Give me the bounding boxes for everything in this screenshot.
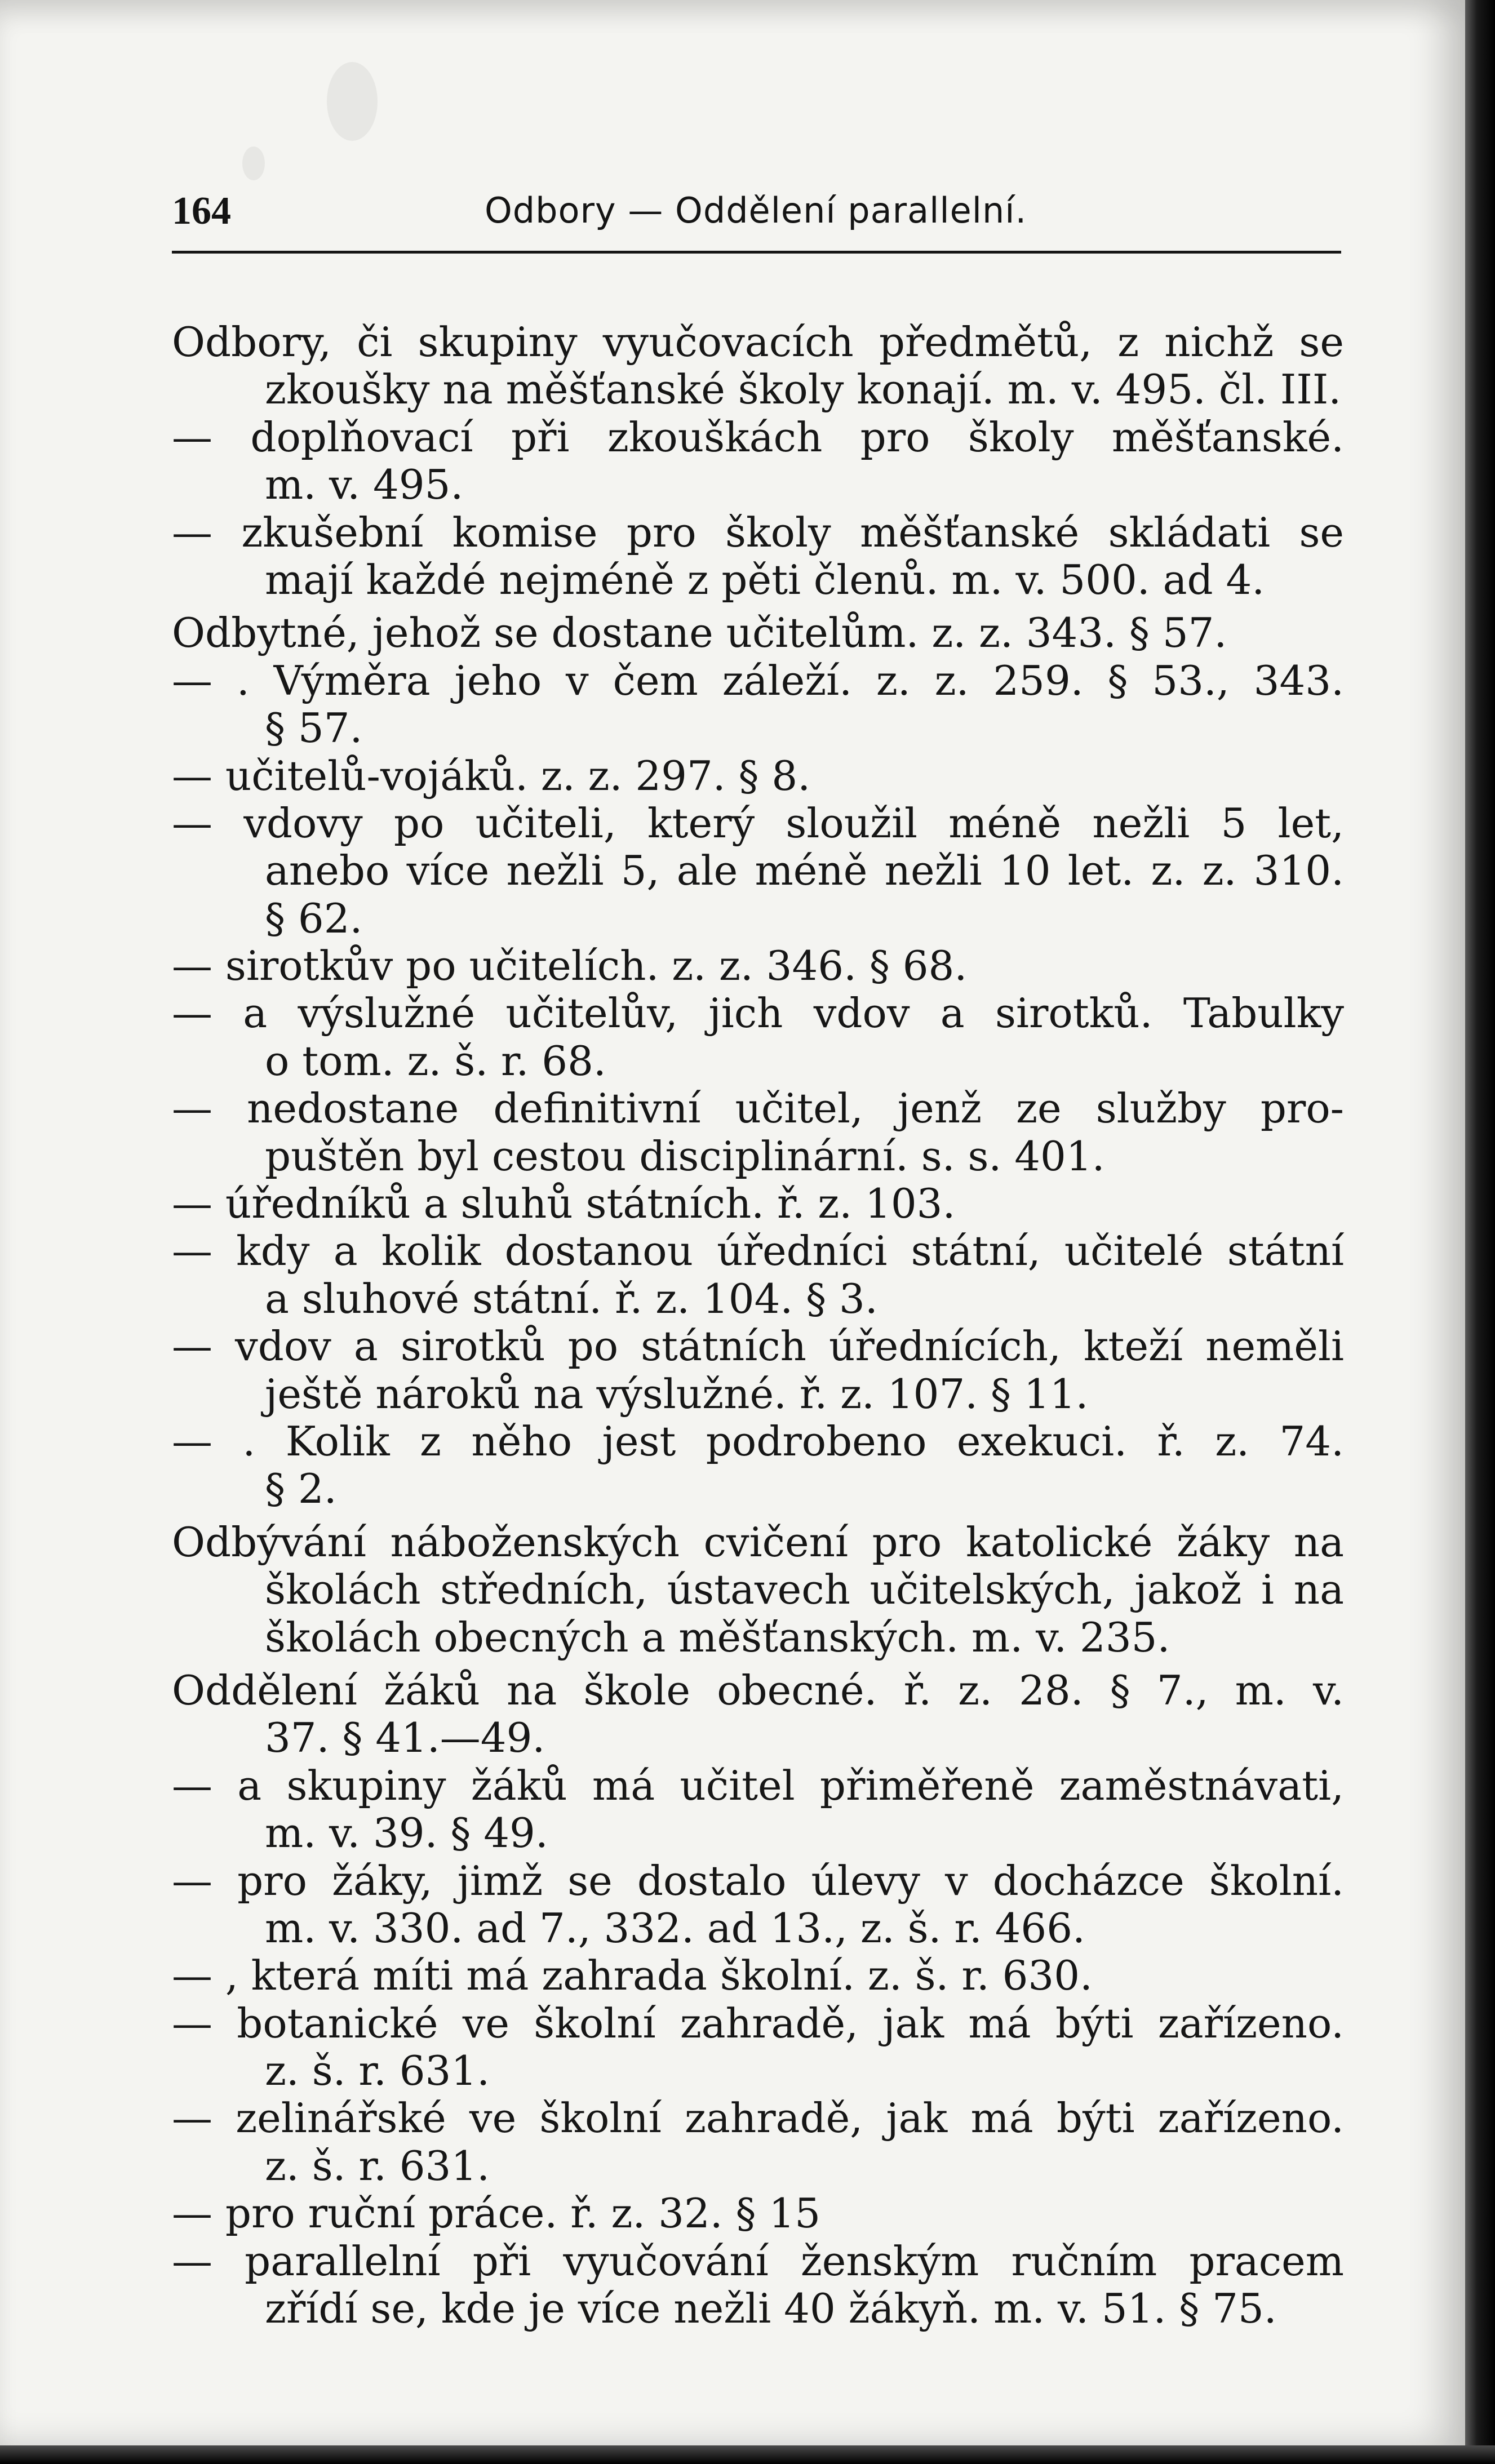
running-title: Odbory — Oddělení parallelní. [485,190,1027,231]
entry-continuation-line: 37. § 41.—49. [265,1714,545,1762]
paper-stain [242,146,265,180]
entry-first-line: — vdovy po učiteli, který sloužil méně nežli 5 let, [172,799,1344,847]
entry-continuation-line: m. v. 39. § 49. [265,1809,548,1857]
entry-first-line: — . Výměra jeho v čem záleží. z. z. 259. § 53., 343. [172,656,1344,704]
index-entry [172,2190,1344,2237]
entry-first-line: Odbory, či skupiny vyučovacích předmětů, z nichž se [172,318,1344,366]
entry-first-line: — úředníků a sluhů státních. ř. z. 103. [172,1180,956,1228]
index-entry [172,1085,1344,1180]
index-entry [172,1952,1344,1999]
page-number: 164 [172,189,231,233]
entry-continuation-line: puštěn byl cestou disciplinární. s. s. 401. [265,1132,1105,1180]
index-entry [172,1857,1344,1952]
entry-continuation-line: m. v. 330. ad 7., 332. ad 13., z. š. r. 466. [265,1904,1085,1952]
page-header [172,189,1344,251]
entry-first-line: Odbytné, jehož se dostane učitelům. z. z. 343. § 57. [172,609,1227,657]
index-entry [172,989,1344,1085]
index-entry [172,2237,1344,2333]
index-entry [172,1519,1344,1661]
entry-continuation-line: a sluhové státní. ř. z. 104. § 3. [265,1275,878,1322]
entry-first-line: — a skupiny žáků má učitel přiměřeně zaměstnávati, [172,1761,1344,1809]
entry-continuation-line: mají každé nejméně z pěti členů. m. v. 500. ad 4. [265,556,1265,603]
index-entry [172,1180,1344,1227]
paper-stain [327,62,378,141]
entry-first-line: — zkušební komise pro školy měšťanské skládati se [172,508,1344,556]
index-entry [172,657,1344,752]
entry-first-line: — zelinářské ve školní zahradě, jak má býti zařízeno. [172,2094,1344,2142]
page-edge-shadow-bottom [0,2445,1495,2464]
entry-continuation-line: z. š. r. 631. [265,2047,490,2095]
entry-continuation-line: § 62. [265,894,363,942]
entry-first-line: — nedostane definitivní učitel, jenž ze služby pro- [172,1085,1344,1133]
entry-first-line: — a výslužné učitelův, jich vdov a sirotků. Tabulky [172,989,1344,1037]
entry-continuation-line: zřídí se, kde je více nežli 40 žákyň. m. v. 51. § 75. [265,2285,1277,2333]
index-entries [172,318,1344,2332]
entry-continuation-line: ještě nároků na výslužné. ř. z. 107. § 11. [265,1370,1089,1418]
index-entry [172,2000,1344,2095]
index-entry [172,800,1344,942]
entry-continuation-line: m. v. 495. [265,461,464,509]
index-entry [172,2094,1344,2190]
entry-first-line: — botanické ve školní zahradě, jak má býti zařízeno. [172,1999,1344,2047]
entry-first-line: — , která míti má zahrada školní. z. š. r. 630. [172,1952,1093,2000]
entry-first-line: — kdy a kolik dostanou úředníci státní, učitelé státní [172,1227,1344,1275]
entry-continuation-line: o tom. z. š. r. 68. [265,1037,606,1085]
entry-continuation-line: školách obecných a měšťanských. m. v. 235. [265,1613,1170,1661]
index-entry [172,414,1344,509]
entry-continuation-line: z. š. r. 631. [265,2142,490,2190]
entry-first-line: — pro ruční práce. ř. z. 32. § 15 [172,2190,821,2237]
entry-continuation-line: § 2. [265,1465,337,1513]
index-entry [172,942,1344,989]
index-entry [172,1762,1344,1857]
entry-first-line: — sirotkův po učitelích. z. z. 346. § 68. [172,942,968,990]
index-entry [172,1227,1344,1322]
index-entry [172,318,1344,414]
entry-first-line: Odbývání náboženských cvičení pro katolické žáky na [172,1518,1344,1566]
entry-first-line: — vdov a sirotků po státních úřednících, kteží neměli [172,1322,1344,1370]
entry-first-line: — doplňovací při zkouškách pro školy měšťanské. [172,413,1344,461]
header-rule [172,251,1341,254]
entry-first-line: — parallelní při vyučování ženským ručním pracem [172,2237,1344,2285]
index-entry [172,609,1344,656]
page-edge-shadow [1465,0,1495,2464]
index-entry [172,1418,1344,1513]
index-entry [172,1322,1344,1418]
index-entry [172,1667,1344,1762]
entry-first-line: — učitelů-vojáků. z. z. 297. § 8. [172,752,811,800]
entry-continuation-line: školách středních, ústavech učitelských, jakož i na [265,1566,1344,1614]
entry-first-line: — . Kolik z něho jest podrobeno exekuci. ř. z. 74. [172,1417,1344,1465]
index-entry [172,752,1344,800]
entry-continuation-line: anebo více nežli 5, ale méně nežli 10 let. z. z. 310. [265,847,1344,895]
entry-first-line: Oddělení žáků na škole obecné. ř. z. 28. § 7., m. v. [172,1666,1344,1714]
entry-continuation-line: § 57. [265,704,363,752]
entry-continuation-line: zkoušky na měšťanské školy konají. m. v. 495. čl. III. [265,366,1342,414]
index-entry [172,509,1344,604]
entry-first-line: — pro žáky, jimž se dostalo úlevy v docházce školní. [172,1857,1344,1904]
